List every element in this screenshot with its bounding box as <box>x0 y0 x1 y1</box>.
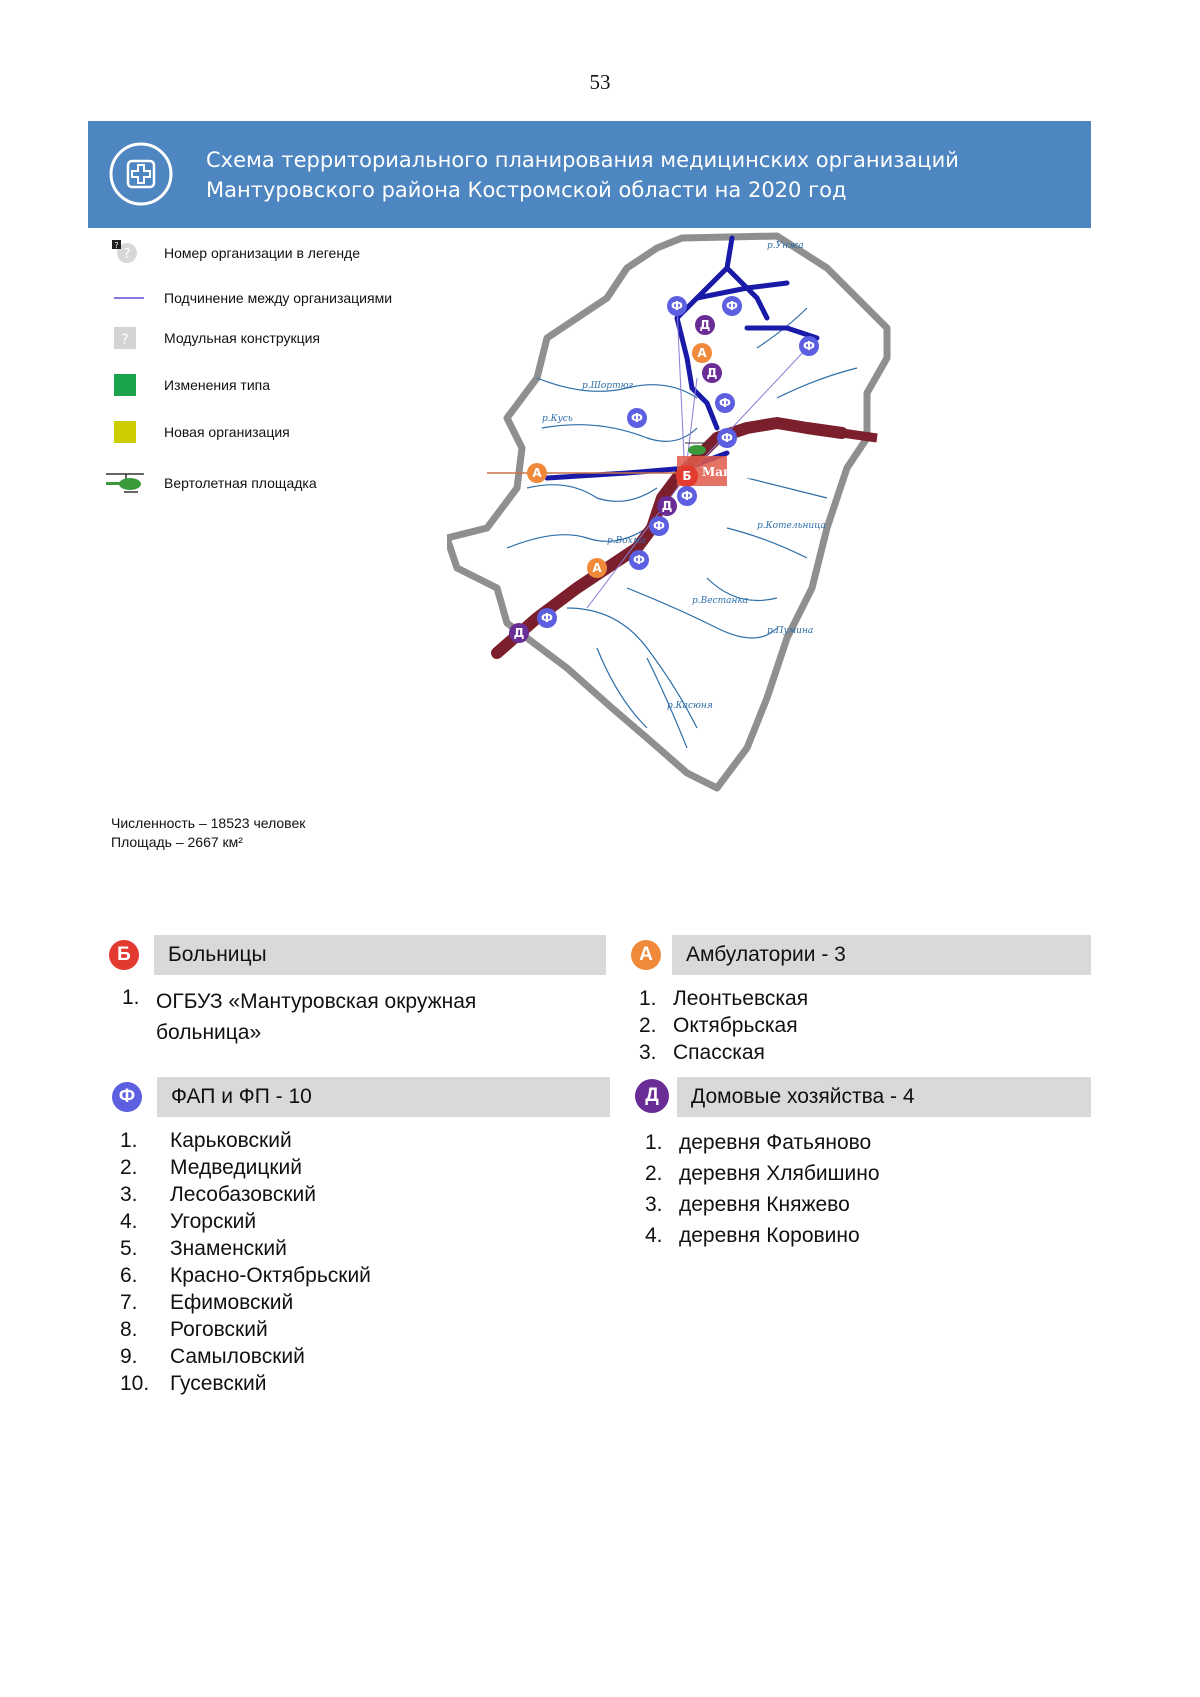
fap-marker <box>715 393 735 413</box>
svg-text:Ф: Ф <box>633 553 645 567</box>
page-number: 53 <box>589 70 611 94</box>
svg-text:А: А <box>532 466 542 480</box>
legend-item-helipad <box>100 468 440 498</box>
svg-text:Д: Д <box>661 499 673 513</box>
ambulatories-header <box>631 935 1091 975</box>
title-banner <box>88 121 1091 228</box>
district-stats <box>111 814 305 852</box>
hospitals-title: Больницы <box>154 935 606 975</box>
fap-title: ФАП и ФП - 10 <box>157 1077 610 1117</box>
fap-marker <box>537 608 557 628</box>
river-label: р.Кусь <box>542 414 573 424</box>
new-organization-icon <box>100 417 150 447</box>
svg-text:Д: Д <box>513 626 525 640</box>
svg-text:?: ? <box>114 241 119 250</box>
legend-item-modular <box>100 323 440 353</box>
area-text: Площадь – 2667 км² <box>111 834 243 850</box>
household-marker <box>509 623 529 643</box>
list-item: 2. деревня Хлябишино <box>645 1162 880 1185</box>
list-item: 10. Гусевский <box>120 1372 267 1395</box>
list-item: 5. Знаменский <box>120 1237 287 1260</box>
fap-list <box>120 1127 600 1397</box>
river-label: р.Касюня <box>667 701 713 711</box>
svg-text:А: А <box>592 561 602 575</box>
svg-text:Ф: Ф <box>721 431 733 445</box>
legend-label: Изменения типа <box>164 377 271 393</box>
river-label: р.Вохма <box>607 536 646 546</box>
list-item: 1. ОГБУЗ «Мантуровская окружная больница» <box>122 986 477 1044</box>
list-item: 3. Спасская <box>639 1041 765 1064</box>
district-map <box>447 228 947 828</box>
legend-item-number <box>100 238 440 268</box>
medical-cross-icon <box>108 141 174 207</box>
svg-text:Ф: Ф <box>653 519 665 533</box>
list-item: 7. Ефимовский <box>120 1291 294 1314</box>
legend-label: Номер организации в легенде <box>164 245 360 261</box>
fap-badge-icon: Ф <box>112 1082 142 1112</box>
svg-text:Ф: Ф <box>681 489 693 503</box>
list-item: 1. Леонтьевская <box>639 987 809 1010</box>
numbered-marker-icon <box>100 238 150 268</box>
banner-title-line2: Мантуровского района Костромской области на 2020 год <box>206 178 847 202</box>
fap-marker <box>722 296 742 316</box>
subordination-line-icon <box>100 283 150 313</box>
ambulatory-marker <box>527 463 547 483</box>
hospital-marker <box>676 465 698 487</box>
household-marker <box>657 496 677 516</box>
ambulatories-title: Амбулатории - 3 <box>672 935 1091 975</box>
svg-text:А: А <box>697 346 707 360</box>
list-item: 1. деревня Фатьяново <box>645 1131 872 1154</box>
svg-text:Ф: Ф <box>541 611 553 625</box>
list-item: 3. деревня Княжево <box>645 1193 850 1216</box>
fap-marker <box>799 336 819 356</box>
ambulatory-badge-icon: А <box>631 940 661 970</box>
legend-item-subordination <box>100 283 440 313</box>
banner-title-line1: Схема территориального планирования медицинских организаций <box>206 148 959 172</box>
banner-title <box>206 145 1071 205</box>
hospital-badge-icon: Б <box>109 940 139 970</box>
river-label: р.Котельница <box>757 521 826 531</box>
river-label: р.Унжа <box>767 241 804 251</box>
fap-marker <box>627 408 647 428</box>
list-item: 2. Октябрьская <box>639 1014 798 1037</box>
fap-marker <box>677 486 697 506</box>
svg-text:Ф: Ф <box>719 396 731 410</box>
helicopter-icon <box>100 468 150 498</box>
hospitals-list <box>122 986 602 1048</box>
households-title: Домовые хозяйства - 4 <box>677 1077 1091 1117</box>
svg-text:Ф: Ф <box>803 339 815 353</box>
river-label: р.Вестанка <box>692 596 749 606</box>
household-marker <box>702 363 722 383</box>
list-item: 9. Самыловский <box>120 1345 305 1368</box>
svg-text:Ф: Ф <box>671 299 683 313</box>
household-marker <box>695 315 715 335</box>
fap-marker <box>667 296 687 316</box>
svg-text:Ф: Ф <box>726 299 738 313</box>
population-text: Численность – 18523 человек <box>111 815 306 831</box>
hospitals-header <box>109 935 606 975</box>
list-item: 8. Роговский <box>120 1318 268 1341</box>
svg-text:?: ? <box>121 332 129 348</box>
fap-header <box>112 1077 610 1117</box>
town-label: Мантурово <box>702 465 780 479</box>
households-list <box>645 1127 1085 1251</box>
list-item: 6. Красно-Октябрьский <box>120 1264 371 1287</box>
svg-text:Д: Д <box>699 318 711 332</box>
ambulatories-list <box>639 985 1079 1066</box>
svg-text:Ф: Ф <box>631 411 643 425</box>
river-label: р.Шортюг <box>582 381 634 391</box>
legend-item-new-org <box>100 417 440 447</box>
households-header <box>635 1077 1091 1117</box>
legend-item-type-change <box>100 370 440 400</box>
list-item: 4. деревня Коровино <box>645 1224 860 1247</box>
fap-marker <box>649 516 669 536</box>
type-change-icon <box>100 370 150 400</box>
fap-marker <box>717 428 737 448</box>
list-item: 1. Карьковский <box>120 1129 292 1152</box>
svg-text:Д: Д <box>706 366 718 380</box>
household-badge-icon: Д <box>635 1079 669 1113</box>
svg-text:?: ? <box>123 247 131 262</box>
list-item: 3. Лесобазовский <box>120 1183 317 1206</box>
modular-construction-icon <box>100 323 150 353</box>
legend-label: Вертолетная площадка <box>164 475 317 491</box>
river-label: р.Пумина <box>767 626 814 636</box>
ambulatory-marker <box>692 343 712 363</box>
legend-label: Новая организация <box>164 424 290 440</box>
list-item: 4. Угорский <box>120 1210 257 1233</box>
list-item: 2. Медведицкий <box>120 1156 302 1179</box>
legend-label: Подчинение между организациями <box>164 290 393 306</box>
ambulatory-marker <box>587 558 607 578</box>
fap-marker <box>629 550 649 570</box>
legend-label: Модульная конструкция <box>164 330 320 346</box>
svg-text:Б: Б <box>682 469 692 483</box>
